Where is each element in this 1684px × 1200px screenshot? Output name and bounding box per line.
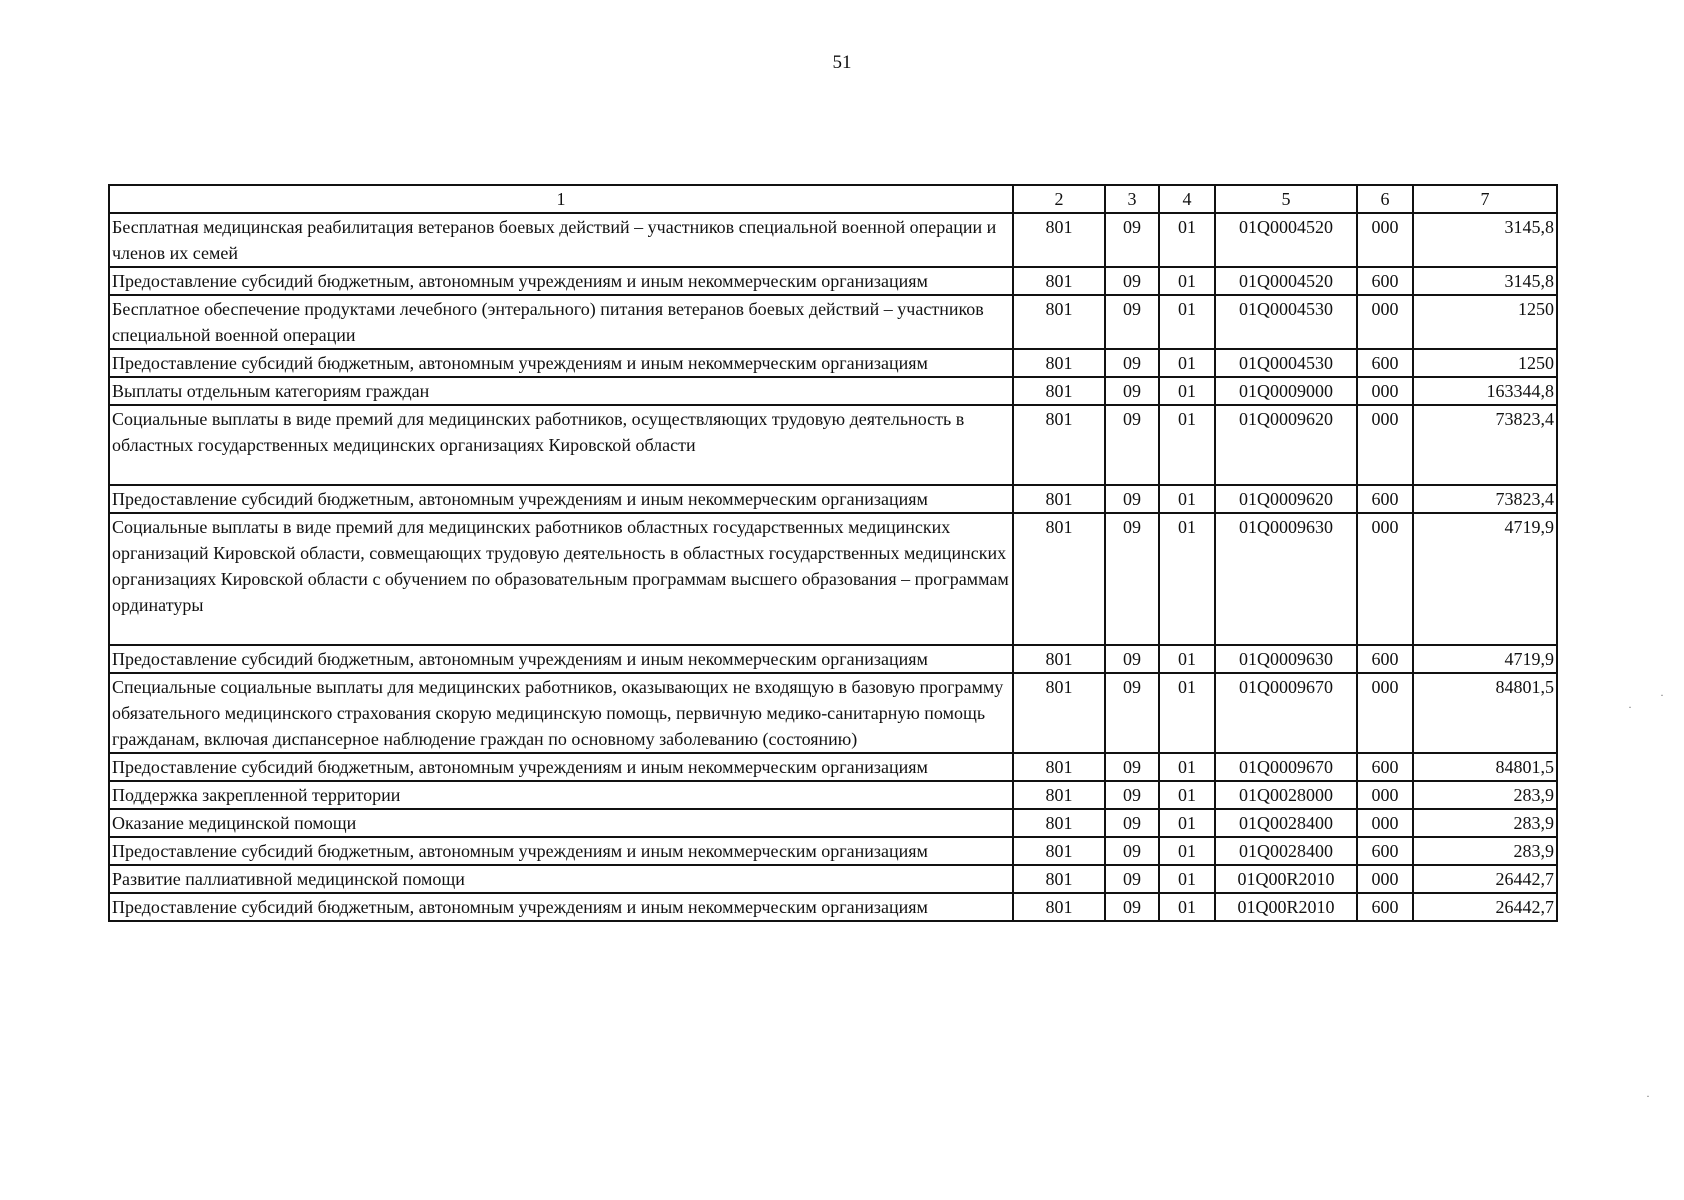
table-row (109, 837, 1557, 865)
row-target-article: 01Q0009620 (1215, 485, 1357, 513)
header-col-2: 2 (1013, 185, 1105, 213)
row-code-section: 09 (1105, 405, 1159, 485)
row-target-article: 01Q0028000 (1215, 781, 1357, 809)
row-target-article: 01Q0004530 (1215, 295, 1357, 349)
page-number: 51 (832, 52, 852, 73)
row-name: Предоставление субсидий бюджетным, автономным учреждениям и иным некоммерческим организациям (109, 753, 1013, 781)
row-target-article: 01Q0004520 (1215, 213, 1357, 267)
row-code-ministry: 801 (1013, 837, 1105, 865)
row-expense-type: 600 (1357, 753, 1413, 781)
row-expense-type: 600 (1357, 485, 1413, 513)
table-row (109, 485, 1557, 513)
row-code-subsection: 01 (1159, 837, 1215, 865)
row-code-section: 09 (1105, 837, 1159, 865)
row-amount: 3145,8 (1413, 213, 1557, 267)
scan-speck: · (1628, 700, 1632, 714)
row-expense-type: 000 (1357, 213, 1413, 267)
row-code-ministry: 801 (1013, 377, 1105, 405)
table-row (109, 213, 1557, 267)
row-expense-type: 000 (1357, 809, 1413, 837)
header-col-3: 3 (1105, 185, 1159, 213)
row-code-ministry: 801 (1013, 485, 1105, 513)
row-code-section: 09 (1105, 753, 1159, 781)
row-code-ministry: 801 (1013, 267, 1105, 295)
scan-speck: · (1660, 688, 1664, 702)
row-amount: 26442,7 (1413, 865, 1557, 893)
table-row (109, 673, 1557, 753)
row-name: Предоставление субсидий бюджетным, автономным учреждениям и иным некоммерческим организациям (109, 645, 1013, 673)
row-code-ministry: 801 (1013, 405, 1105, 485)
row-name: Развитие паллиативной медицинской помощи (109, 865, 1013, 893)
row-name: Специальные социальные выплаты для медицинских работников, оказывающих не входящую в базовую программу обязательного медицинского страхования скорую медицинскую помощь, первичную медико-санитарную помощь гражданам, включая диспансерное наблюдение граждан по основному заболеванию (состоянию) (109, 673, 1013, 753)
row-code-subsection: 01 (1159, 405, 1215, 485)
budget-table (108, 184, 1558, 922)
row-code-ministry: 801 (1013, 781, 1105, 809)
row-code-section: 09 (1105, 865, 1159, 893)
table-row (109, 645, 1557, 673)
row-name: Социальные выплаты в виде премий для медицинских работников, осуществляющих трудовую деятельность в областных государственных медицинских организациях Кировской области (109, 405, 1013, 485)
row-amount: 4719,9 (1413, 645, 1557, 673)
row-code-ministry: 801 (1013, 673, 1105, 753)
row-target-article: 01Q0004530 (1215, 349, 1357, 377)
row-amount: 283,9 (1413, 837, 1557, 865)
header-col-4: 4 (1159, 185, 1215, 213)
row-target-article: 01Q00R2010 (1215, 893, 1357, 921)
row-code-subsection: 01 (1159, 645, 1215, 673)
row-code-section: 09 (1105, 645, 1159, 673)
table-row (109, 349, 1557, 377)
row-amount: 4719,9 (1413, 513, 1557, 645)
row-code-section: 09 (1105, 295, 1159, 349)
row-code-section: 09 (1105, 213, 1159, 267)
header-col-5: 5 (1215, 185, 1357, 213)
row-name: Выплаты отдельным категориям граждан (109, 377, 1013, 405)
row-name: Оказание медицинской помощи (109, 809, 1013, 837)
table-row (109, 809, 1557, 837)
row-code-subsection: 01 (1159, 213, 1215, 267)
row-code-subsection: 01 (1159, 349, 1215, 377)
row-code-ministry: 801 (1013, 753, 1105, 781)
row-amount: 163344,8 (1413, 377, 1557, 405)
table-row (109, 893, 1557, 921)
row-name: Бесплатное обеспечение продуктами лечебного (энтерального) питания ветеранов боевых действий – участников специальной военной операции (109, 295, 1013, 349)
row-code-section: 09 (1105, 267, 1159, 295)
row-code-ministry: 801 (1013, 295, 1105, 349)
row-name: Предоставление субсидий бюджетным, автономным учреждениям и иным некоммерческим организациям (109, 349, 1013, 377)
row-target-article: 01Q0004520 (1215, 267, 1357, 295)
row-code-subsection: 01 (1159, 781, 1215, 809)
row-code-section: 09 (1105, 673, 1159, 753)
row-expense-type: 000 (1357, 673, 1413, 753)
row-target-article: 01Q0009670 (1215, 753, 1357, 781)
table-row (109, 377, 1557, 405)
table-row (109, 513, 1557, 645)
row-code-subsection: 01 (1159, 673, 1215, 753)
row-code-ministry: 801 (1013, 865, 1105, 893)
row-code-subsection: 01 (1159, 865, 1215, 893)
row-target-article: 01Q0009630 (1215, 645, 1357, 673)
row-code-ministry: 801 (1013, 645, 1105, 673)
table-row (109, 405, 1557, 485)
row-name: Предоставление субсидий бюджетным, автономным учреждениям и иным некоммерческим организациям (109, 267, 1013, 295)
row-expense-type: 000 (1357, 377, 1413, 405)
row-target-article: 01Q0009620 (1215, 405, 1357, 485)
row-code-ministry: 801 (1013, 349, 1105, 377)
row-amount: 283,9 (1413, 781, 1557, 809)
header-col-1: 1 (109, 185, 1013, 213)
header-row (109, 185, 1557, 213)
header-col-7: 7 (1413, 185, 1557, 213)
row-code-ministry: 801 (1013, 809, 1105, 837)
row-amount: 73823,4 (1413, 405, 1557, 485)
row-code-ministry: 801 (1013, 513, 1105, 645)
row-code-section: 09 (1105, 513, 1159, 645)
row-code-subsection: 01 (1159, 267, 1215, 295)
row-amount: 84801,5 (1413, 673, 1557, 753)
table-row (109, 865, 1557, 893)
row-amount: 3145,8 (1413, 267, 1557, 295)
row-target-article: 01Q0028400 (1215, 809, 1357, 837)
row-code-section: 09 (1105, 377, 1159, 405)
row-expense-type: 000 (1357, 295, 1413, 349)
scan-speck: · (1646, 1089, 1650, 1103)
row-target-article: 01Q0028400 (1215, 837, 1357, 865)
row-expense-type: 600 (1357, 837, 1413, 865)
table-row (109, 267, 1557, 295)
header-col-6: 6 (1357, 185, 1413, 213)
row-expense-type: 600 (1357, 893, 1413, 921)
row-code-ministry: 801 (1013, 213, 1105, 267)
row-code-section: 09 (1105, 781, 1159, 809)
row-amount: 26442,7 (1413, 893, 1557, 921)
row-name: Предоставление субсидий бюджетным, автономным учреждениям и иным некоммерческим организациям (109, 485, 1013, 513)
row-target-article: 01Q0009000 (1215, 377, 1357, 405)
row-amount: 73823,4 (1413, 485, 1557, 513)
row-name: Поддержка закрепленной территории (109, 781, 1013, 809)
row-expense-type: 000 (1357, 781, 1413, 809)
row-code-section: 09 (1105, 809, 1159, 837)
row-name: Предоставление субсидий бюджетным, автономным учреждениям и иным некоммерческим организациям (109, 837, 1013, 865)
row-name: Предоставление субсидий бюджетным, автономным учреждениям и иным некоммерческим организациям (109, 893, 1013, 921)
row-amount: 1250 (1413, 349, 1557, 377)
row-expense-type: 600 (1357, 645, 1413, 673)
row-expense-type: 000 (1357, 513, 1413, 645)
row-target-article: 01Q00R2010 (1215, 865, 1357, 893)
row-code-subsection: 01 (1159, 295, 1215, 349)
row-expense-type: 600 (1357, 267, 1413, 295)
row-code-subsection: 01 (1159, 485, 1215, 513)
row-amount: 84801,5 (1413, 753, 1557, 781)
row-name: Бесплатная медицинская реабилитация ветеранов боевых действий – участников специальной военной операции и членов их семей (109, 213, 1013, 267)
row-code-section: 09 (1105, 485, 1159, 513)
table-row (109, 753, 1557, 781)
row-code-subsection: 01 (1159, 893, 1215, 921)
row-amount: 283,9 (1413, 809, 1557, 837)
row-target-article: 01Q0009670 (1215, 673, 1357, 753)
row-code-section: 09 (1105, 893, 1159, 921)
row-name: Социальные выплаты в виде премий для медицинских работников областных государственных медицинских организаций Кировской области, совмещающих трудовую деятельность в областных государственных медицинских организациях Кировской области с обучением по образовательным программам высшего образования – программам ординатуры (109, 513, 1013, 645)
row-code-subsection: 01 (1159, 753, 1215, 781)
table-row (109, 295, 1557, 349)
row-target-article: 01Q0009630 (1215, 513, 1357, 645)
row-code-subsection: 01 (1159, 513, 1215, 645)
row-code-section: 09 (1105, 349, 1159, 377)
row-amount: 1250 (1413, 295, 1557, 349)
row-code-subsection: 01 (1159, 377, 1215, 405)
row-expense-type: 000 (1357, 865, 1413, 893)
table-row (109, 781, 1557, 809)
row-expense-type: 000 (1357, 405, 1413, 485)
row-code-subsection: 01 (1159, 809, 1215, 837)
row-expense-type: 600 (1357, 349, 1413, 377)
row-code-ministry: 801 (1013, 893, 1105, 921)
